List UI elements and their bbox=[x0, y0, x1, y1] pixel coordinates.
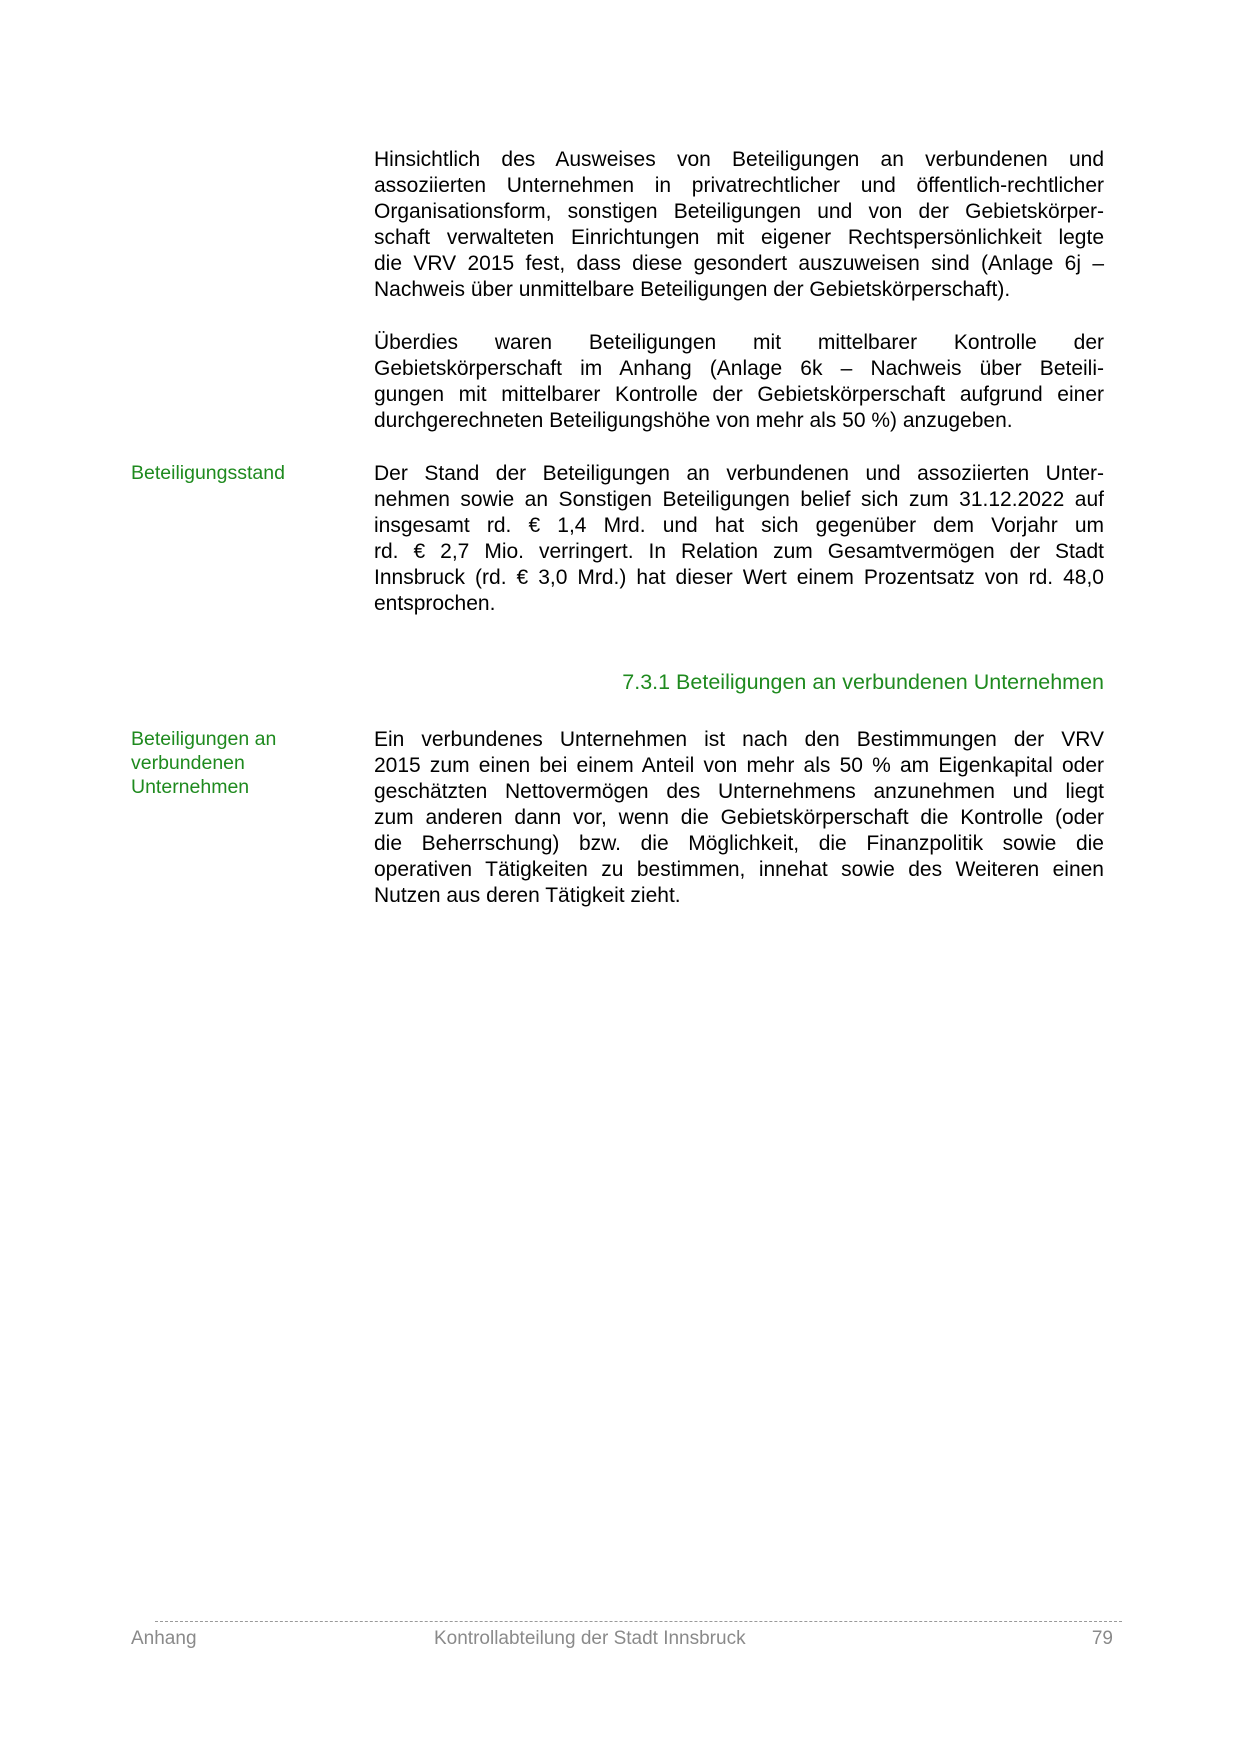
text-line: rd. € 2,7 Mio. verringert. In Relation zum Gesamtvermögen der Stadt bbox=[374, 540, 1104, 563]
margin-note-verbundene-unternehmen bbox=[131, 727, 331, 799]
text-line: die Beherrschung) bzw. die Möglichkeit, die Finanzpolitik sowie die bbox=[374, 832, 1104, 855]
section-heading-7-3-1: 7.3.1 Beteiligungen an verbundenen Unternehmen bbox=[622, 670, 1104, 694]
text-line: gungen mit mittelbarer Kontrolle der Gebietskörperschaft aufgrund einer bbox=[374, 383, 1104, 406]
text-line: geschätzten Nettovermögen des Unternehmens anzunehmen und liegt bbox=[374, 780, 1104, 803]
text-line: nehmen sowie an Sonstigen Beteiligungen belief sich zum 31.12.2022 auf bbox=[374, 488, 1104, 511]
margin-note-line: verbundenen bbox=[131, 752, 245, 774]
footer-divider bbox=[155, 1621, 1122, 1622]
text-line: entsprochen. bbox=[374, 592, 496, 615]
text-line: 2015 zum einen bei einem Anteil von mehr als 50 % am Eigenkapital oder bbox=[374, 754, 1104, 777]
text-line: die VRV 2015 fest, dass diese gesondert auszuweisen sind (Anlage 6j – bbox=[374, 252, 1104, 275]
text-line: Nachweis über unmittelbare Beteiligungen der Gebietskörperschaft). bbox=[374, 278, 1011, 301]
paragraph-mittelbare-kontrolle bbox=[374, 330, 1104, 434]
text-line: Gebietskörperschaft im Anhang (Anlage 6k – Nachweis über Beteili- bbox=[374, 357, 1104, 380]
footer-section-label: Anhang bbox=[131, 1628, 197, 1649]
footer-organization: Kontrollabteilung der Stadt Innsbruck bbox=[434, 1628, 746, 1649]
margin-note-line: Unternehmen bbox=[131, 776, 250, 798]
text-line: durchgerechneten Beteiligungshöhe von mehr als 50 %) anzugeben. bbox=[374, 409, 1013, 432]
text-line: schaft verwalteten Einrichtungen mit eigener Rechtspersönlichkeit legte bbox=[374, 226, 1104, 249]
paragraph-stand-beteiligungen bbox=[374, 461, 1104, 617]
paragraph-ausweis-beteiligungen bbox=[374, 147, 1104, 303]
footer-page-number: 79 bbox=[1091, 1628, 1113, 1649]
margin-note-line: Beteiligungen an bbox=[131, 728, 277, 750]
text-line: zum anderen dann vor, wenn die Gebietskörperschaft die Kontrolle (oder bbox=[374, 806, 1104, 829]
text-line: Der Stand der Beteiligungen an verbundenen und assoziierten Unter- bbox=[374, 462, 1104, 485]
text-line: Hinsichtlich des Ausweises von Beteiligungen an verbundenen und bbox=[374, 148, 1104, 171]
paragraph-definition-verbundenes-unternehmen bbox=[374, 727, 1104, 909]
text-line: insgesamt rd. € 1,4 Mrd. und hat sich gegenüber dem Vorjahr um bbox=[374, 514, 1104, 537]
text-line: assoziierten Unternehmen in privatrechtlicher und öffentlich-rechtlicher bbox=[374, 174, 1104, 197]
text-line: Organisationsform, sonstigen Beteiligungen und von der Gebietskörper- bbox=[374, 200, 1104, 223]
text-line: Nutzen aus deren Tätigkeit zieht. bbox=[374, 884, 681, 907]
text-line: Ein verbundenes Unternehmen ist nach den Bestimmungen der VRV bbox=[374, 728, 1104, 751]
margin-note-beteiligungsstand: Beteiligungsstand bbox=[131, 462, 285, 484]
text-line: Innsbruck (rd. € 3,0 Mrd.) hat dieser Wert einem Prozentsatz von rd. 48,0 bbox=[374, 566, 1104, 589]
text-line: Überdies waren Beteiligungen mit mittelbarer Kontrolle der bbox=[374, 331, 1104, 354]
text-line: operativen Tätigkeiten zu bestimmen, innehat sowie des Weiteren einen bbox=[374, 858, 1104, 881]
